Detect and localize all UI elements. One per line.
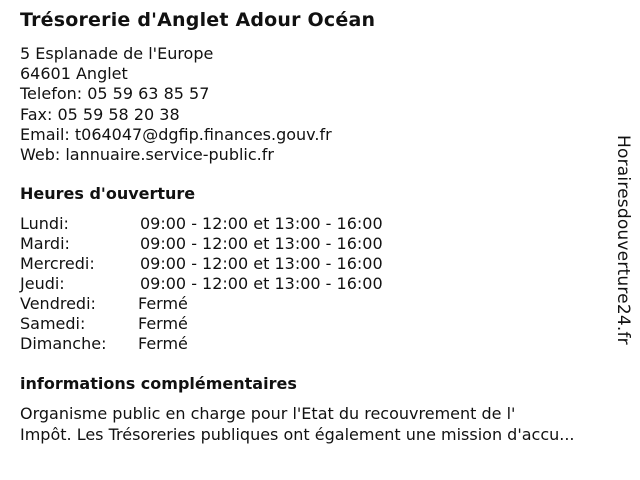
day-label: Vendredi: (20, 294, 96, 313)
hours-heading: Heures d'ouverture (20, 184, 196, 203)
description-text (20, 404, 626, 445)
day-label: Dimanche: (20, 334, 107, 353)
day-label: Lundi: (20, 214, 69, 233)
description-line: Impôt. Les Trésoreries publiques ont également une mission d'accu... (20, 424, 575, 444)
hours-row-tuesday (20, 234, 440, 254)
time-value: 09:00 - 12:00 et 13:00 - 16:00 (140, 274, 383, 293)
opening-hours-table (20, 214, 440, 354)
phone-number: Telefon: 05 59 63 85 57 (20, 84, 210, 104)
page-title: Trésorerie d'Anglet Adour Océan (20, 9, 376, 31)
info-heading: informations complémentaires (20, 374, 297, 393)
hours-row-thursday (20, 274, 440, 294)
day-label: Samedi: (20, 314, 86, 333)
fax-number: Fax: 05 59 58 20 38 (20, 104, 180, 124)
address-city: 64601 Anglet (20, 64, 128, 84)
address-block (20, 44, 332, 165)
description-line: Organisme public en charge pour l'Etat du recouvrement de l' (20, 404, 516, 423)
address-street: 5 Esplanade de l'Europe (20, 44, 214, 63)
time-value: Fermé (138, 294, 188, 313)
hours-row-friday (20, 294, 440, 314)
time-value: 09:00 - 12:00 et 13:00 - 16:00 (140, 254, 383, 273)
hours-row-sunday (20, 334, 440, 354)
hours-row-monday (20, 214, 440, 234)
time-value: Fermé (138, 314, 188, 333)
time-value: 09:00 - 12:00 et 13:00 - 16:00 (140, 214, 383, 233)
day-label: Mercredi: (20, 254, 95, 273)
watermark-text: Horairesdouverture24.fr (613, 135, 633, 345)
hours-row-wednesday (20, 254, 440, 274)
time-value: Fermé (138, 334, 188, 353)
time-value: 09:00 - 12:00 et 13:00 - 16:00 (140, 234, 383, 253)
site-watermark (613, 135, 633, 345)
website: Web: lannuaire.service-public.fr (20, 144, 274, 164)
hours-row-saturday (20, 314, 440, 334)
day-label: Mardi: (20, 234, 70, 253)
email-address: Email: t064047@dgfip.finances.gouv.fr (20, 124, 332, 144)
day-label: Jeudi: (20, 274, 65, 293)
